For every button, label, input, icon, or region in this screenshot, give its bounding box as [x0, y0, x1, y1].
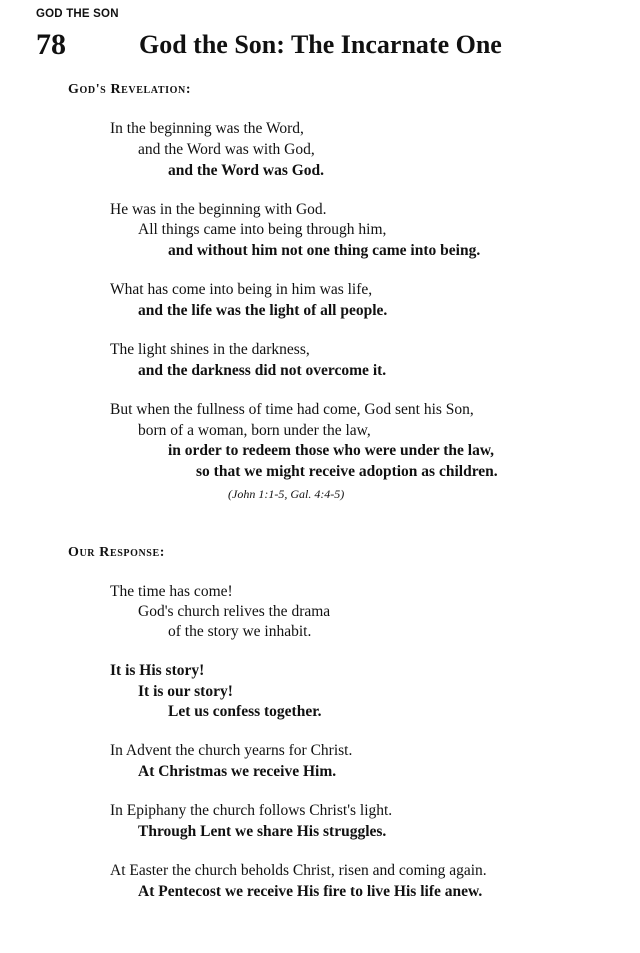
running-head: GOD THE SON — [36, 8, 119, 20]
page-number: 78 — [36, 28, 66, 61]
response-line: and without him not one thing came into being. — [168, 242, 481, 259]
response-line: and the Word was God. — [168, 162, 325, 179]
response-line: and the darkness did not overcome it. — [138, 362, 387, 379]
verse-line: But when the fullness of time had come, God sent his Son, — [110, 401, 474, 418]
verse-line: In the beginning was the Word, — [110, 120, 304, 137]
verse-line: At Easter the church beholds Christ, risen and coming again. — [110, 862, 487, 879]
response-line: so that we might receive adoption as children. — [196, 463, 498, 480]
page-title: God the Son: The Incarnate One — [139, 30, 502, 59]
response-line: At Christmas we receive Him. — [138, 763, 337, 780]
scripture-citation: (John 1:1-5, Gal. 4:4-5) — [228, 487, 345, 501]
section-heading: God's Revelation: — [68, 82, 192, 97]
verse-line: In Advent the church yearns for Christ. — [110, 742, 353, 759]
verse-line: All things came into being through him, — [138, 221, 387, 238]
verse-line: God's church relives the drama — [138, 603, 331, 620]
verse-line: and the Word was with God, — [138, 141, 315, 158]
response-line: Let us confess together. — [168, 703, 322, 720]
response-line: in order to redeem those who were under the law, — [168, 442, 495, 459]
response-line: It is His story! — [110, 662, 205, 679]
response-line: and the life was the light of all people. — [138, 302, 388, 319]
verse-line: The time has come! — [110, 583, 233, 600]
verse-line: The light shines in the darkness, — [110, 341, 310, 358]
verse-line: born of a woman, born under the law, — [138, 422, 371, 439]
verse-line: He was in the beginning with God. — [110, 201, 327, 218]
section-heading: Our Response: — [68, 545, 165, 560]
verse-line: What has come into being in him was life, — [110, 281, 373, 298]
response-line: At Pentecost we receive His fire to live His life anew. — [138, 883, 483, 900]
verse-line: of the story we inhabit. — [168, 623, 312, 640]
response-line: Through Lent we share His struggles. — [138, 823, 387, 840]
response-line: It is our story! — [138, 683, 233, 700]
verse-line: In Epiphany the church follows Christ's light. — [110, 802, 393, 819]
